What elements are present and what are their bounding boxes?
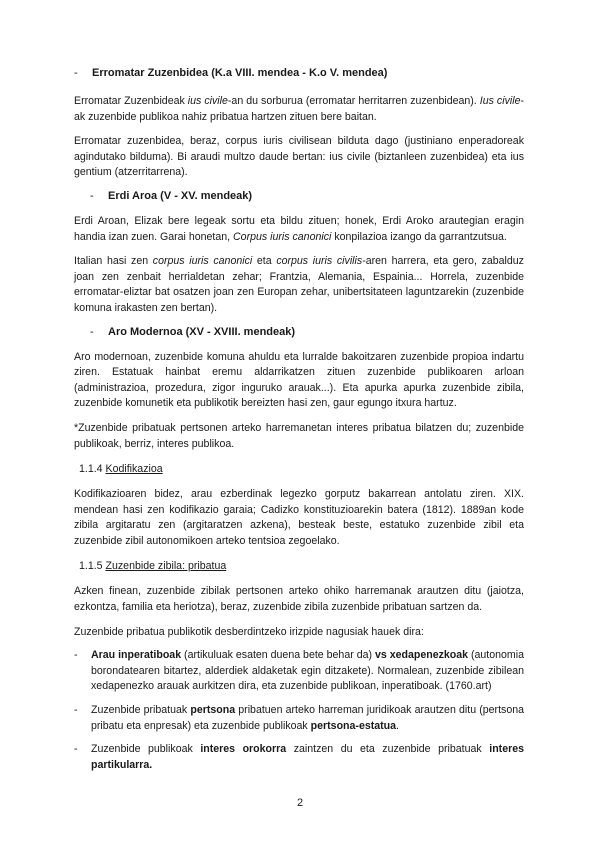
list-item-text xyxy=(91,742,524,773)
italic-term: corpus iuris canonici xyxy=(152,255,253,268)
heading-dash: - xyxy=(90,189,94,202)
heading-middle-ages xyxy=(74,189,524,204)
heading-dash: - xyxy=(90,325,94,338)
heading-modern-age xyxy=(74,325,524,340)
list-dash: - xyxy=(74,743,78,756)
section-number: 1.1.4 xyxy=(79,463,106,476)
paragraph-criteria-intro: Zuzenbide pribatua publikotik desberdintzeko irizpide nagusiak hauek dira: xyxy=(74,625,424,638)
paragraph-modern-age: Aro modernoan, zuzenbide komuna ahuldu eta lurralde bakoitzaren zuzenbide propioa indartu ziren. Estatuak hainbat eremu aldarrikatzen zituen zuzenbide publikoaren arloan (administrazioa, prozedura, zigor inguruko arauak...). Eta apurka apurka zuzenbide zibila, zuzenbide komunetik eta publikotik bereizten hasi zen, gaur egungo itxura hartuz. xyxy=(74,350,524,410)
list-item xyxy=(74,648,524,695)
heading-roman-law xyxy=(74,66,524,81)
text-run: -an du sorburua (erromatar herritarren zuzenbidean). xyxy=(227,95,480,107)
list-item-text xyxy=(91,703,524,734)
paragraph-private-vs-public: *Zuzenbide pribatuak pertsonen arteko harremanetan interes pribatua bilatzen du; zuzenbide publikoak, berriz, interes publikoa. xyxy=(74,421,524,450)
italic-term: Ius civile xyxy=(479,95,521,107)
paragraph-civil-law: Azken finean, zuzenbide zibilak pertsonen arteko ohiko harremanak arautzen ditu (jaiotza, ezkontza, familia eta heriotza), beraz, zuzenbide zibila zuzenbide pribatuan sartzen da. xyxy=(74,585,524,614)
bold-term: interes partikularra. xyxy=(91,743,524,771)
text-run: . xyxy=(396,719,399,732)
heading-title: Aro Modernoa (XV - XVIII. mendeak) xyxy=(108,325,296,338)
paragraph-ius-civile xyxy=(74,94,524,125)
text-run: konpilazioa izango da garrantzutsua. xyxy=(331,230,507,243)
list-dash: - xyxy=(74,649,78,662)
paragraph-corpus-iuris: Erromatar zuzenbidea, beraz, corpus iuris civilisean bilduta dago (justiniano enperadoreak agindutako bilduma). Bi araudi multzo daude bertan: ius civile (biztanleen zuzenbidea) eta ius gentium (atzerritarrena). xyxy=(74,135,524,179)
text-run: Erromatar Zuzenbideak xyxy=(74,95,188,107)
section-number: 1.1.5 xyxy=(79,560,106,573)
paragraph-codification: Kodifikazioaren bidez, arau ezberdinak legezko gorputz bakarrean antolatu ziren. XIX. mendean hasi zen kodifikazio garaia; Cadizko konstituzioarekin batera (1812). 1889an kode zibila argitaratu zen (argitaratzen azkena), besteak beste, estatuko zuzenbide zibil eta zuzenbide zibil autonomikoen arteko tentsioa zegoelako. xyxy=(74,488,524,547)
italic-term: corpus iuris civilis xyxy=(276,255,363,268)
bold-term: interes orokorra xyxy=(200,743,287,756)
paragraph-italy-reception xyxy=(74,254,524,316)
text-run: eta xyxy=(252,255,277,268)
italic-term: ius civile xyxy=(187,95,228,107)
section-title: Zuzenbide zibila: pribatua xyxy=(105,560,227,573)
text-run: Italian hasi zen xyxy=(74,255,153,268)
bold-term: pertsona xyxy=(190,704,236,717)
text-run: Zuzenbide publikoak xyxy=(91,743,201,756)
section-title: Kodifikazioa xyxy=(105,463,163,476)
heading-title: Erdi Aroa (V - XV. mendeak) xyxy=(108,189,253,202)
text-run: pribatuen arteko harreman juridikoak arautzen ditu (pertsona pribatu eta enpresak) eta zuzenbide publikoak xyxy=(91,704,524,732)
list-item xyxy=(74,742,524,773)
paragraph-church-laws xyxy=(74,214,524,245)
subheading-civil-law xyxy=(74,559,524,574)
list-item xyxy=(74,703,524,734)
text-run: -aren harrera, eta gero, zabalduz joan zen zenbait herrialdetan zehar; Frantzia, Alemania, Espainia... Horrela, zuzenbide erromatar-eliztar bat osatzen joan zen Europan zehar, unibertsitateen laguntzarekin (zuzenbide komuna irakasten zen bertan). xyxy=(74,255,524,314)
list-item-text xyxy=(91,648,524,695)
page-number: 2 xyxy=(296,797,304,809)
criteria-list xyxy=(74,648,524,773)
bold-term: Arau inperatiboak xyxy=(91,649,182,662)
text-run: -ak zuzenbide publikoa nahiz pribatua hartzen zituen bere baitan. xyxy=(74,95,525,123)
bold-term: pertsona-estatua xyxy=(310,719,397,732)
text-run: Erdi Aroan, Elizak bere legeak sortu eta bildu zituen; honek, Erdi Aroko arautegian eragin handia izan zuen. Garai honetan, xyxy=(74,214,524,243)
list-dash: - xyxy=(74,704,78,717)
text-run: Zuzenbide pribatuak xyxy=(91,704,191,717)
text-run: zaintzen du eta zuzenbide pribatuak xyxy=(286,743,490,756)
italic-term: Corpus iuris canonici xyxy=(233,230,332,243)
subheading-codification xyxy=(74,462,524,477)
bold-term: vs xedapenezkoak xyxy=(374,649,469,662)
text-run: (artikuluak esaten duena bete behar da) xyxy=(181,649,375,662)
text-run: (autonomia borondatearen bitartez, alderdiek aldaketak egin ditzakete). Normalean, zuzenbide zibilean xedapenezko arauak aurkitzen dira, eta zuzenbide publikoan, inperatiboak. (1760.art) xyxy=(91,649,524,693)
heading-dash: - xyxy=(74,67,78,79)
heading-title: Erromatar Zuzenbidea (K.a VIII. mendea - K.o V. mendea) xyxy=(92,67,388,79)
